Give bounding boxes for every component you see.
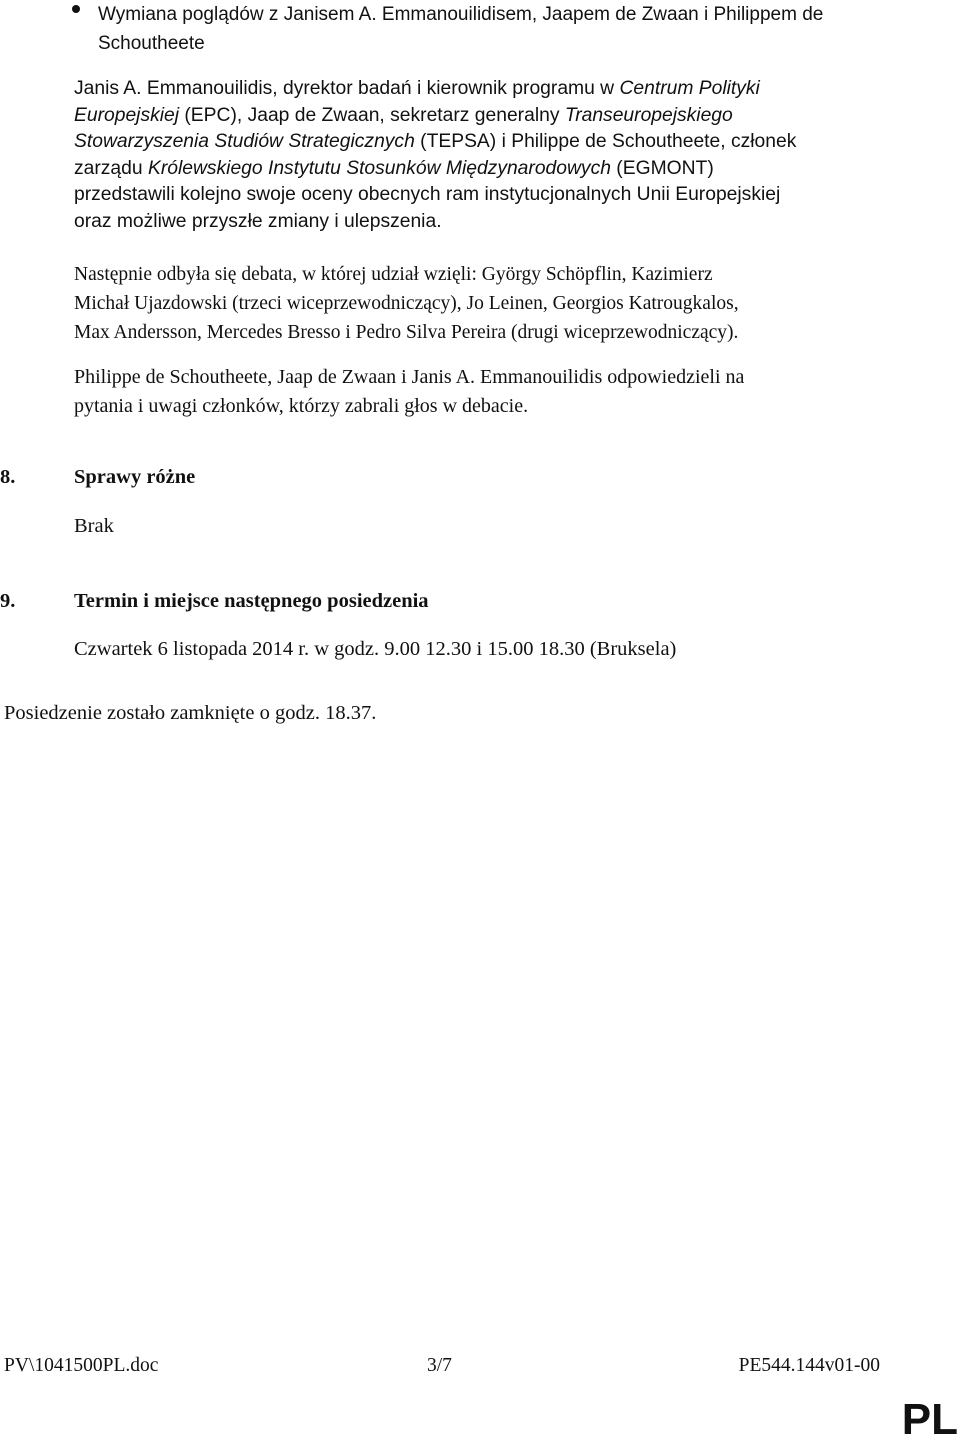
- paragraph-line: pytania i uwagi członków, którzy zabrali głos w debacie.: [74, 395, 529, 417]
- text-segment: zarządu: [74, 157, 148, 179]
- italic-text-segment: Królewskiego Instytutu Stosunków Międzynarodowych: [147, 157, 611, 179]
- paragraph-line: [74, 103, 796, 130]
- bullet-icon: [72, 5, 80, 13]
- text-segment: przedstawili kolejno swoje oceny obecnych ram instytucjonalnych Unii Europejskiej: [74, 184, 781, 205]
- paragraph-introduction: [74, 76, 796, 235]
- italic-text-segment: Centrum Polityki: [619, 78, 760, 99]
- bullet-item-text: Wymiana poglądów z Janisem A. Emmanouilidisem, Jaapem de Zwaan i Philippem de Schoutheete: [98, 4, 824, 54]
- paragraph-line: Michał Ujazdowski (trzeci wiceprzewodniczący), Jo Leinen, Georgios Katrougkalos,: [74, 293, 739, 314]
- footer-page-number: 3/7: [427, 1355, 452, 1376]
- paragraph-debate: [74, 260, 739, 347]
- section-8-title: Sprawy różne: [74, 466, 196, 488]
- section-9-number: 9.: [0, 590, 16, 612]
- paragraph-line: [74, 209, 796, 236]
- paragraph-line: Philippe de Schoutheete, Jaap de Zwaan i Janis A. Emmanouilidis odpowiedzieli na: [74, 366, 745, 388]
- section-9-title: Termin i miejsce następnego posiedzenia: [74, 590, 429, 612]
- section-9-body: Czwartek 6 listopada 2014 r. w godz. 9.00 12.30 i 15.00 18.30 (Bruksela): [74, 638, 677, 660]
- text-segment: (EPC), Jaap de Zwaan, sekretarz generalny: [179, 104, 565, 126]
- italic-text-segment: Stowarzyszenia Studiów Strategicznych: [74, 131, 415, 152]
- text-segment: oraz możliwe przyszłe zmiany i ulepszenia.: [74, 210, 442, 232]
- italic-text-segment: Transeuropejskiego: [564, 104, 733, 126]
- paragraph-line: Max Andersson, Mercedes Bresso i Pedro Silva Pereira (drugi wiceprzewodniczący).: [74, 322, 739, 343]
- paragraph-line: Następnie odbyła się debata, w której udział wzięli: György Schöpflin, Kazimierz: [74, 264, 713, 285]
- text-segment: (TEPSA) i Philippe de Schoutheete, członek: [414, 131, 797, 152]
- italic-text-segment: Europejskiej: [74, 104, 180, 126]
- closing-statement: Posiedzenie zostało zamknięte o godz. 18.37.: [4, 702, 377, 724]
- paragraph-answers: [74, 363, 744, 421]
- footer-language-code: PL: [901, 1395, 958, 1444]
- paragraph-line: [74, 129, 796, 156]
- paragraph-line: [74, 76, 796, 103]
- text-segment: (EGMONT): [610, 157, 714, 179]
- paragraph-line: [74, 182, 796, 209]
- text-segment: Janis A. Emmanouilidis, dyrektor badań i kierownik programu w: [74, 78, 620, 99]
- footer-pe-reference: PE544.144v01-00: [738, 1355, 880, 1376]
- paragraph-line: [74, 156, 796, 183]
- section-8-number: 8.: [0, 466, 16, 488]
- footer-document-reference: PV\1041500PL.doc: [4, 1355, 159, 1376]
- section-8-body: Brak: [74, 515, 114, 537]
